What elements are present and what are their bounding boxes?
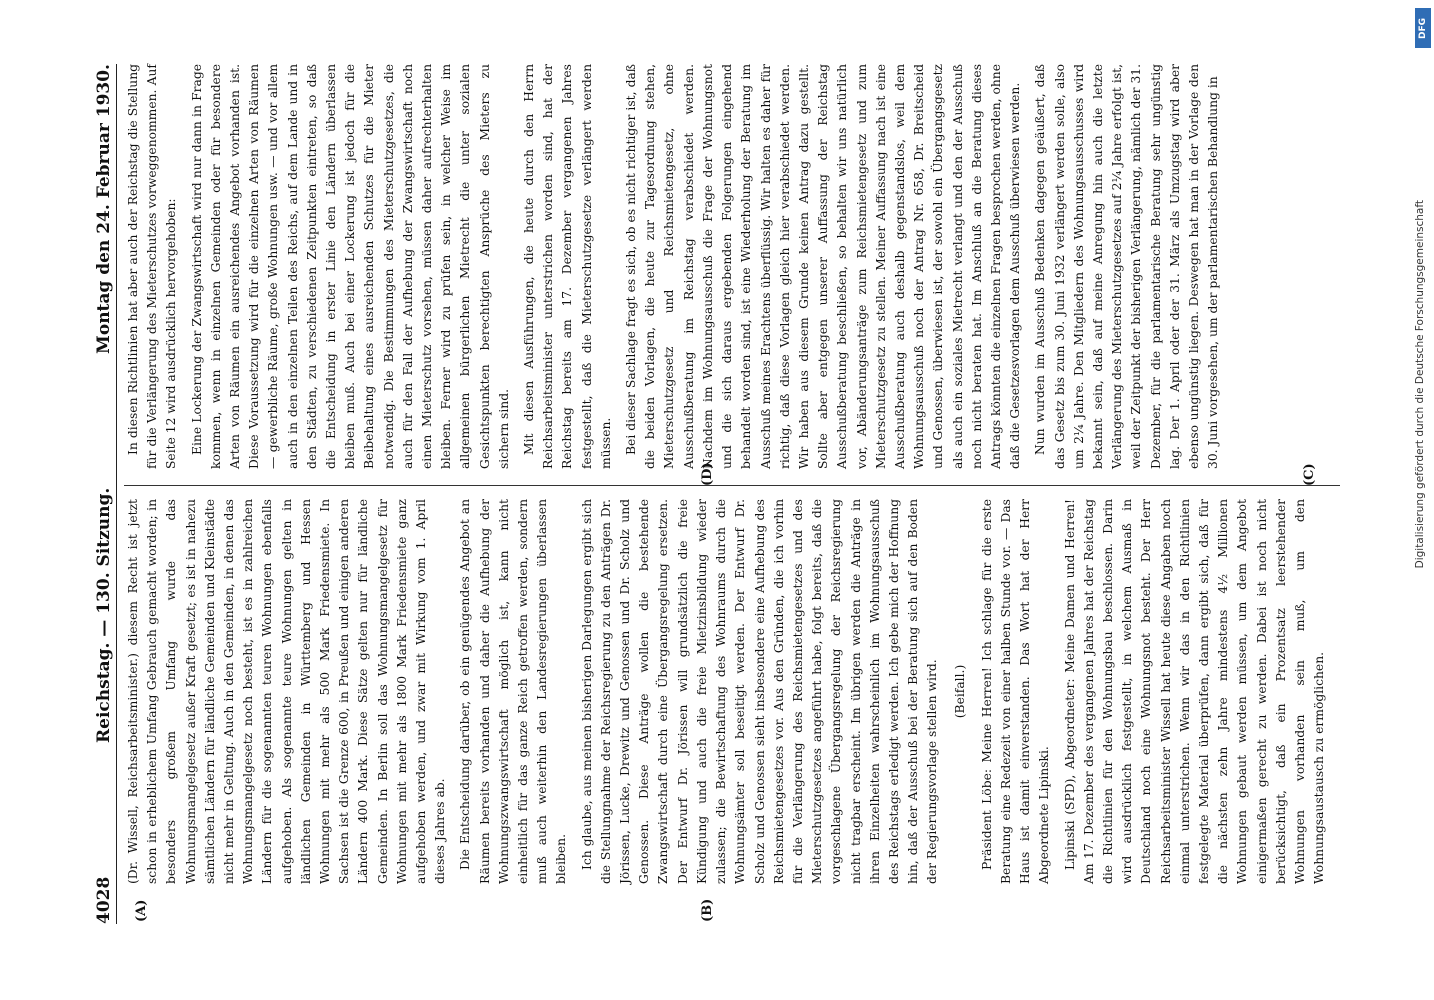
left-paragraph-5: Lipinski (SPD), Abgeordneter: Meine Damen und Herren! Am 17. Dezember des vergangenen Jahres hat der Reichstag die Richtlinien für den Wohnungsbau beschlossen. Darin wird ausdrücklich festgestellt, in welchem Ausmaß in Deutschland noch eine Wohnungsnot besteht. Der Herr Reichsarbeitsminister Wissell hat heute diese Angaben noch einmal unterstrichen. Wenn wir das in den Richtlinien festgelegte Material überprüfen, dann ergibt sich, daß für die nächsten zehn Jahre mindestens 4½ Millionen Wohnungen gebaut werden müssen, um dem Angebot einigermaßen gerecht zu werden. Dabei ist noch nicht berücksichtigt, daß ein Prozentsatz leerstehender Wohnungen vorhanden sein muß, um den Wohnungsaustausch zu ermöglichen. [1062,499,1327,884]
column-divider [124,485,1340,486]
margin-marker-a: (A) [134,899,149,922]
rotated-newspaper-page [80,64,1340,924]
left-paragraph-3: Ich glaube, aus meinen bisherigen Darlegungen ergibt sich die Stellungnahme der Reichsregierung zu den Anträgen Dr. Jörissen, Lucke, Drewitz und Genossen und Dr. Scholz und Genossen. Diese Anträge wollen die bestehende Zwangswirtschaft durch eine Übergangsregelung ersetzen. Der Entwurf Dr. Jörissen will grundsätzlich die freie Kündigung und auch die freie Mietzinsbildung wieder zulassen; die Bewirtschaftung des Wohnraums durch die Wohnungsämter soll beseitigt werden. Der Entwurf Dr. Scholz und Genossen sieht insbesondere eine Aufhebung des Reichsmietengesetzes vor. Aus den Gründen, die ich vorhin für die Verlängerung des Reichsmietengesetzes und des Mieterschutzgesetzes angeführt habe, folgt bereits, daß die vorgeschlagene Übergangsregelung der Reichsregierung nicht tragbar erscheint. Im übrigen werden die Anträge in ihren Einzelheiten wahrscheinlich im Wohnungsausschuß des Reichstags erledigt werden. Ich gebe mich der Hoffnung hin, daß der Ausschuß bei der Beratung sich auf den Boden der Regierungsvorlage stellen wird. [579,499,940,884]
right-paragraph-1: In diesen Richtlinien hat aber auch der Reichstag die Stellung für die Verlängerung des Mieterschutzes vorweggenommen. Auf Seite 12 wird ausdrücklich hervorgehoben: [126,64,179,469]
page-header [80,64,117,924]
left-paragraph-2: Die Entscheidung darüber, ob ein genügendes Angebot an Räumen bereits vorhanden und daher die Aufhebung der Wohnungszwangswirtschaft möglich ist, kann nicht einheitlich für das ganze Reich getroffen werden, sondern muß auch weiterhin den Landesregierungen überlassen bleiben. [458,499,569,884]
dfg-credit-text: Digitalisierung gefördert durch die Deutsche Forschungsgemeinschaft [1414,200,1426,569]
right-quote-paragraph: Eine Lockerung der Zwangswirtschaft wird nur dann in Frage kommen, wenn in einzelnen Gemeinden oder für besondere Arten von Räumen ein ausreichendes Angebot vorhanden ist. Diese Voraussetzung wird für die einzelnen Arten von Räumen — gewerbliche Räume, große Wohnungen usw. — und vor allem auch in den einzelnen Teilen des Reichs, auf dem Lande und in den Städten, zu verschiedenen Zeitpunkten eintreten, so daß die Entscheidung in erster Linie den Ländern überlassen bleiben muß. Auch bei einer Lockerung ist jedoch für die Beibehaltung eines ausreichenden Schutzes für die Mieter notwendig. Die Bestimmungen des Mieterschutzgesetzes, die auch für den Fall der Aufhebung der Zwangswirtschaft noch einen Mieterschutz vorsehen, müssen daher aufrechterhalten bleiben. Ferner wird zu prüfen sein, in welcher Weise im allgemeinen bürgerlichen Mietrecht die unter sozialen Gesichtspunkten berechtigten Ansprüche des Mieters zu sichern sind. [189,64,511,469]
right-paragraph-5: Nun wurden im Ausschuß Bedenken dagegen geäußert, daß das Gesetz bis zum 30. Juni 1932 verlängert werden solle, also um 2¼ Jahre. Den Mitgliedern des Wohnungsausschusses wird bekannt sein, daß auf meine Anregung hin auch die letzte Verlängerung des Mieterschutzgesetzes auf 2¼ Jahre erfolgt ist, weil der Zeitpunkt der bisherigen Verlängerung, nämlich der 31. Dezember, für die parlamentarische Beratung sehr ungünstig lag. Der 1. April oder der 31. März als Umzugstag wird aber ebenso ungünstig liegen. Deswegen hat man in der Vorlage den 30. Juni vorgesehen, um der parlamentarischen Behandlung in [1033,64,1221,469]
margin-marker-c: (C) [1302,463,1317,486]
margin-marker-b: (B) [700,898,715,922]
right-paragraph-3: Mit diesen Ausführungen, die heute durch den Herrn Reichsarbeitsminister unterstrichen worden sind, hat der Reichstag bereits am 17. Dezember vergangenen Jahres festgestellt, daß die Mieterschutzgesetze verlängert werden müssen. [522,64,613,469]
dfg-logo: DFG [1415,8,1431,48]
left-paragraph-1: (Dr. Wissell, Reichsarbeitsminister.) diesem Recht ist jetzt schon in erheblichem Umfang Gebrauch gemacht worden; in besonders großem Umfang wurde das Wohnungsmangelgesetz außer Kraft gesetzt; es ist in nahezu sämtlichen Ländern für ländliche Gemeinden und Kleinstädte nicht mehr in Geltung. Auch in den Gemeinden, in denen das Wohnungsmangelgesetz noch besteht, ist es in zahlreichen Ländern für die sogenannten teuren Wohnungen ebenfalls aufgehoben. Als sogenannte teure Wohnungen gelten in ländlichen Gemeinden in Württemberg und Hessen Wohnungen mit mehr als 500 Mark Friedensmiete. In Sachsen ist die Grenze 600, in Preußen und einigen anderen Ländern 400 Mark. Diese Sätze gelten nur für ländliche Gemeinden. In Berlin soll das Wohnungsmangelgesetz für Wohnungen mit mehr als 1800 Mark Friedensmiete ganz aufgehoben werden, und zwar mit Wirkung vom 1. April dieses Jahres ab. [126,499,448,884]
applause-note: (Beifall.) [952,664,967,719]
left-paragraph-4: Präsident Löbe: Meine Herren! Ich schlage für die erste Beratung eine Redezeit von einer halben Stunde vor. — Das Haus ist damit einverstanden. Das Wort hat der Herr Abgeordnete Lipinski. [979,499,1052,884]
session-date: Montag den 24. Februar 1930. [94,64,114,354]
dfg-credit-strip [1412,0,1434,1000]
left-column [124,499,1340,884]
running-title: Reichstag. — 130. Sitzung. [94,487,114,743]
page-number: 4028 [94,876,114,924]
margin-marker-d: (D) [700,462,715,486]
right-paragraph-4: Bei dieser Sachlage fragt es sich, ob es nicht richtiger ist, daß die beiden Vorlagen, die heute zur Tagesordnung stehen, Mieterschutzgesetz und Reichsmietengesetz, ohne Ausschußberatung im Reichstag verabschiedet werden. Nachdem im Wohnungsausschuß die Frage der Wohnungsnot und die sich daraus ergebenden Folgerungen eingehend behandelt worden sind, ist eine Wiederholung der Beratung im Ausschuß meines Erachtens überflüssig. Wir halten es daher für richtig, daß diese Vorlagen gleich hier verabschiedet werden. Wir haben aus diesem Grunde keinen Antrag dazu gestellt. Sollte aber entgegen unserer Auffassung der Reichstag Ausschußberatung beschließen, so behalten wir uns natürlich vor, Abänderungsanträge zum Reichsmietengesetz und zum Mieterschutzgesetz zu stellen. Meiner Auffassung nach ist eine Ausschußberatung auch deshalb gegenstandslos, weil dem Wohnungsausschuß noch der Antrag Nr. 658, Dr. Breitscheid und Genossen, überwiesen ist, der sowohl ein Übergangsgesetz als auch ein soziales Mietrecht verlangt und den der Ausschuß noch nicht beraten hat. Im Anschluß an die Beratung dieses Antrags könnten die einzelnen Fragen besprochen werden, ohne daß die Gesetzesvorlagen dem Ausschuß überwiesen werden. [624,64,1023,469]
right-column [124,64,1340,469]
